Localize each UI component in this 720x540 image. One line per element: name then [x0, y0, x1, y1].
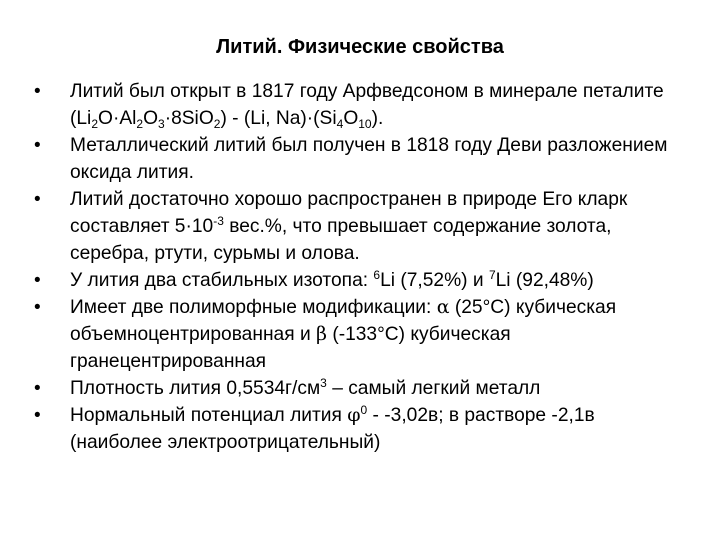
slide-title: Литий. Физические свойства: [216, 36, 504, 58]
phi-symbol: φ: [347, 404, 361, 426]
bullet-density: • Плотность лития $0,5534г/см^3$ – самый легкий металл: [30, 375, 680, 402]
bullet-marker: •: [34, 405, 41, 426]
bullet-marker: •: [34, 135, 41, 156]
bullet-list: [30, 78, 680, 456]
bullet-polymorphs: • Имеет две полиморфные модификации: α (25°С) кубическая объемноцентрированная и β (-133°С) кубическая гранецентрированная: [34, 296, 617, 372]
bullet-marker: •: [34, 297, 41, 318]
bullet-marker: •: [34, 270, 41, 291]
beta-symbol: β: [316, 323, 327, 345]
bullet-isotopes: • У лития два стабильных изотопа: $^6$Li (7,52%) и $^7$Li (92,48%): [30, 267, 680, 294]
bullet-marker: •: [34, 378, 41, 399]
bullet-potential: • Нормальный потенциал лития $\varphi^0 - -3,02в$; в растворе -2,1в (наиболее электроотрицательный): [34, 403, 595, 453]
bullet-marker: •: [34, 189, 41, 210]
bullet-marker: •: [34, 81, 41, 102]
bullet-abundance: • Литий достаточно хорошо распространен в природе Его кларк составляет $5\cdot 10^{-3}$ вес.%, что превышает содержание золота, серебра, ртути, сурьмы и олова.: [30, 186, 680, 267]
bullet-discovery: • Литий был открыт в 1817 году Арфведсоном в минерале петалите $(Li_2O\cdot Al_2O_3\cdot 8SiO_2) - (Li$, $Na)\cdot(Si_4O_{10})$.: [30, 78, 680, 132]
alpha-symbol: α: [436, 296, 450, 318]
bullet-metal-obtained: • Металлический литий был получен в 1818 году Деви разложением оксида лития.: [30, 132, 680, 186]
